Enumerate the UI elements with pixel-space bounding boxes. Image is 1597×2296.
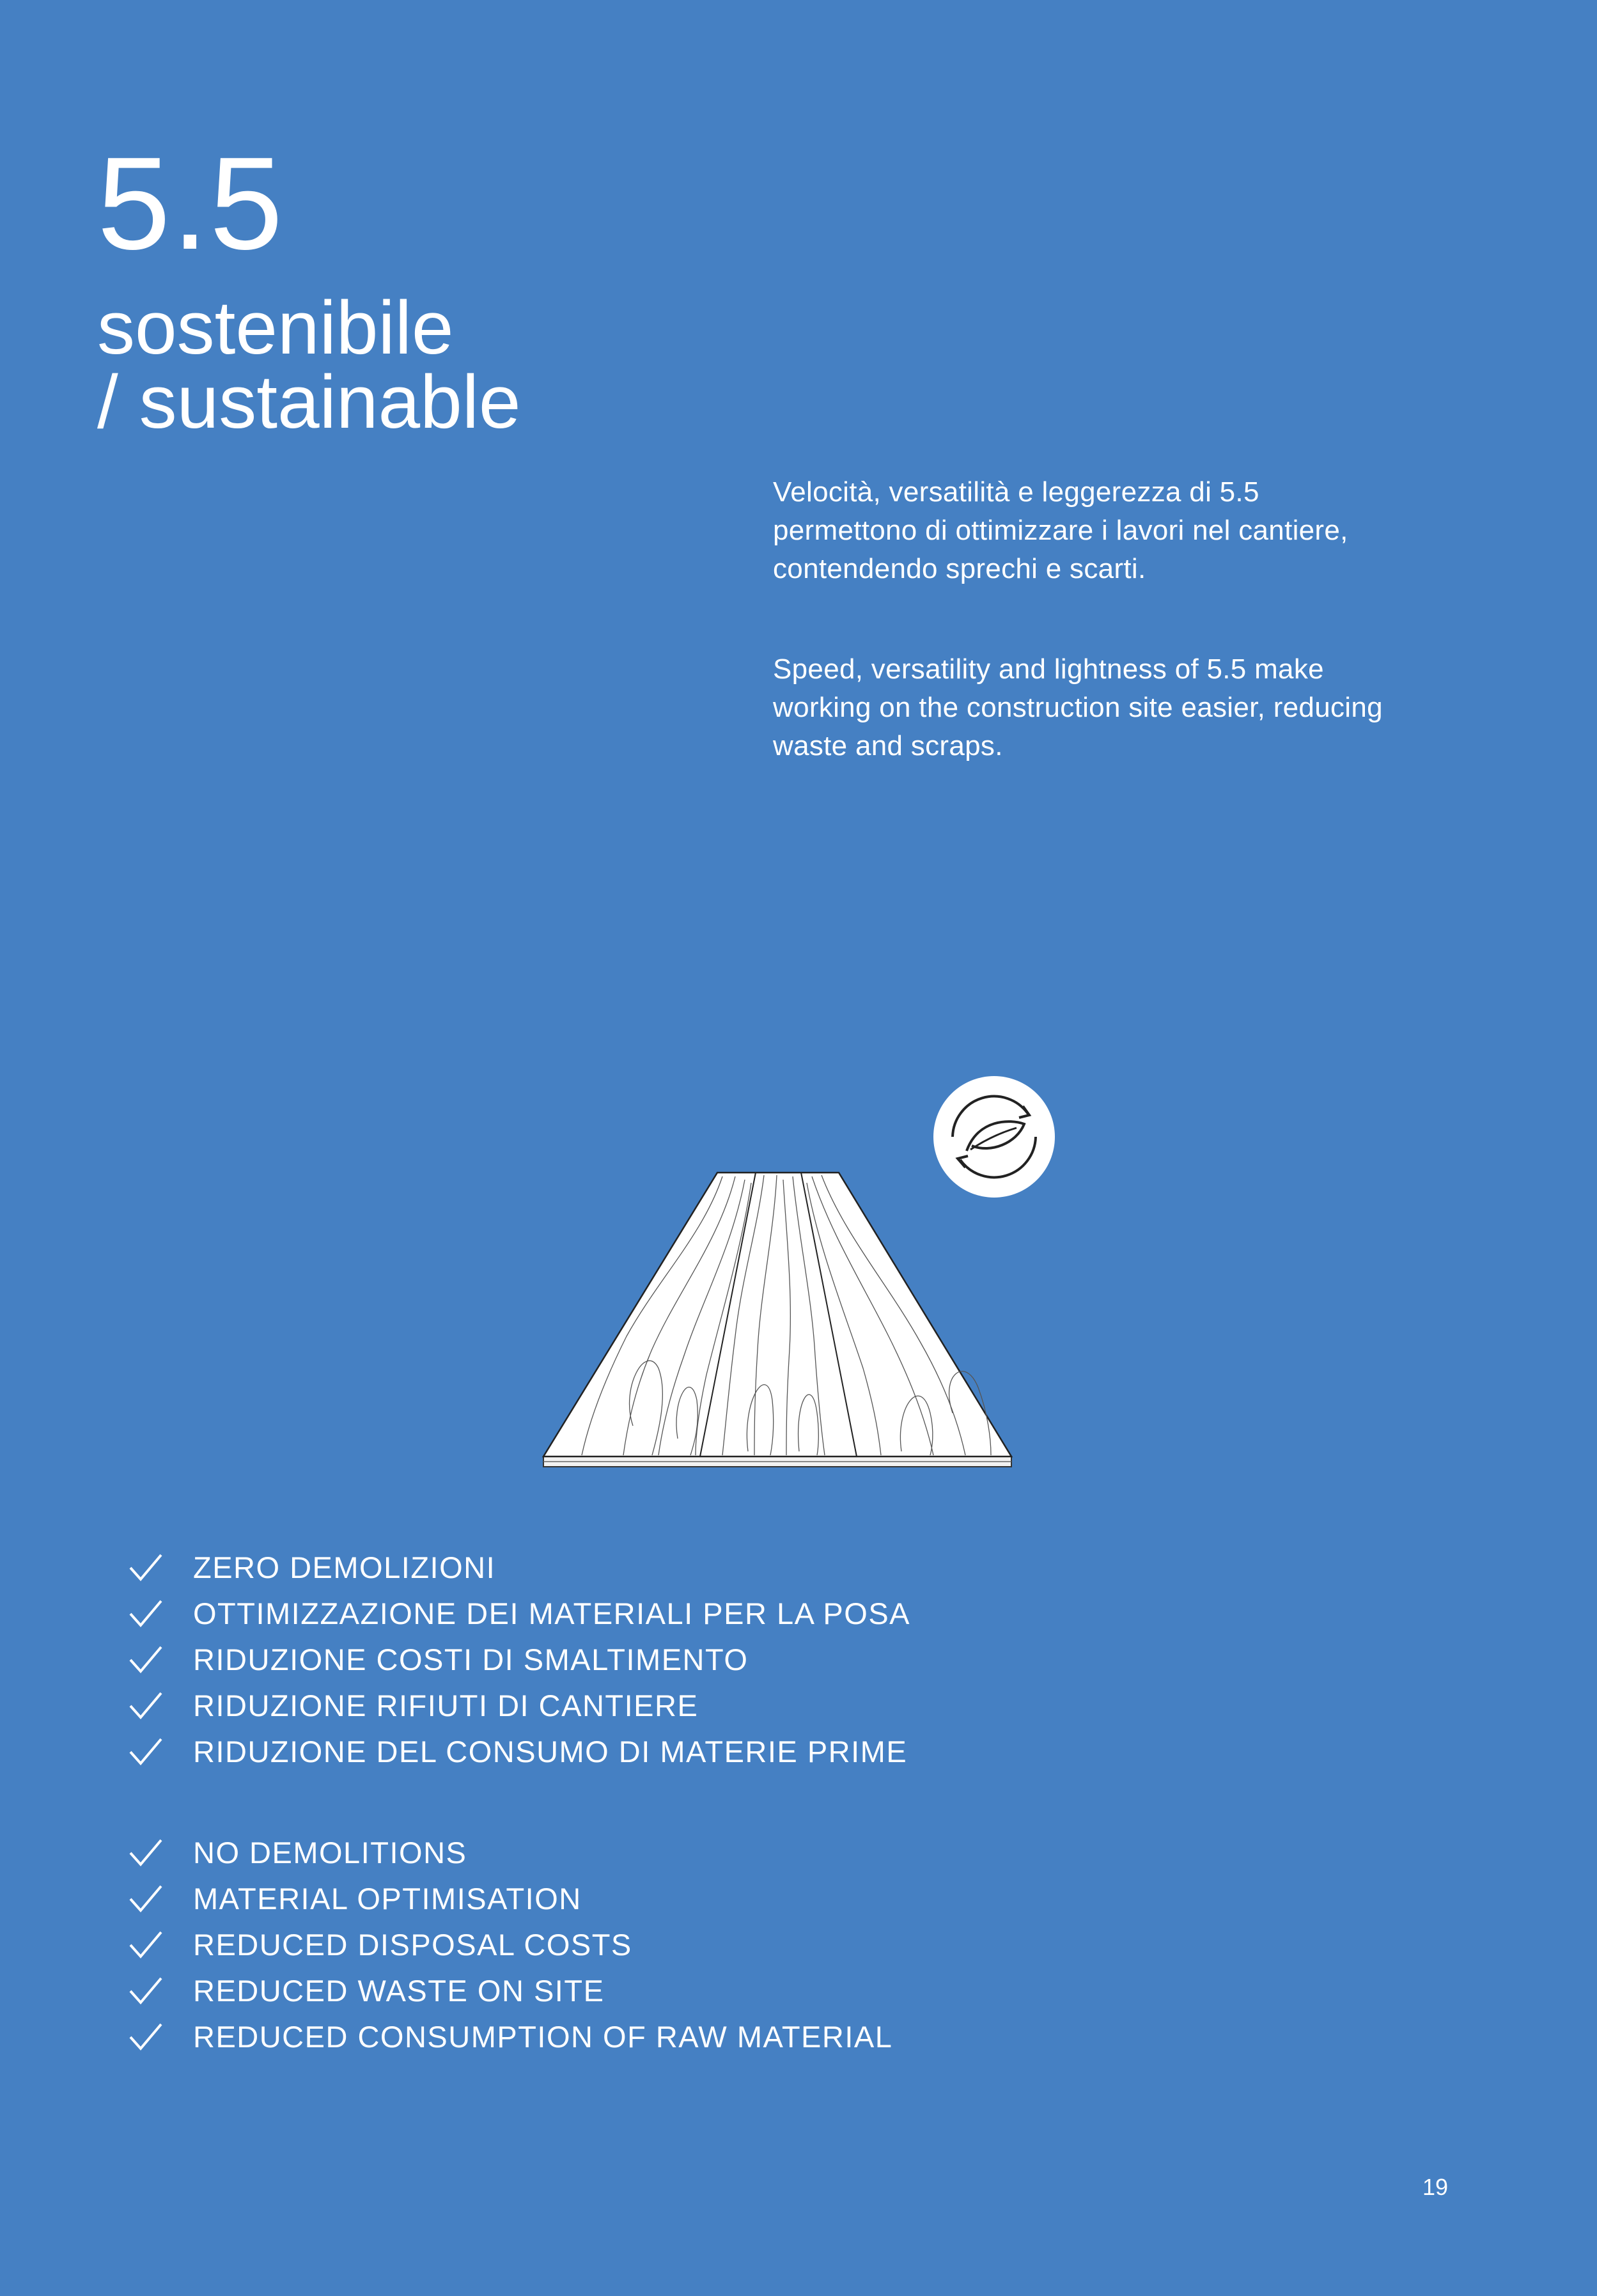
check-icon — [128, 1882, 164, 1914]
check-icon — [128, 1836, 164, 1868]
benefit-label: MATERIAL OPTIMISATION — [193, 1881, 582, 1916]
intro-paragraph-italian: Velocità, versatilità e leggerezza di 5.5 permettono di ottimizzare i lavori nel cantiere, contendendo sprechi e scarti. — [773, 476, 1348, 584]
list-item — [128, 1682, 1023, 1728]
benefit-label: OTTIMIZZAZIONE DEI MATERIALI PER LA POSA — [193, 1596, 911, 1630]
list-item — [128, 1544, 1023, 1590]
check-icon — [128, 1597, 164, 1629]
leaf-recycle-icon — [933, 1076, 1055, 1198]
list-item — [128, 1875, 1023, 1921]
list-item — [128, 1921, 1023, 1967]
benefit-label: REDUCED DISPOSAL COSTS — [193, 1927, 632, 1962]
list-item — [128, 2013, 1023, 2059]
list-item — [128, 1967, 1023, 2013]
check-icon — [128, 1643, 164, 1675]
check-icon — [128, 1735, 164, 1767]
page-title-english: / sustainable — [97, 360, 521, 444]
list-item — [128, 1829, 1023, 1875]
benefits-list-italian — [128, 1544, 1023, 1774]
wood-plank-floor-illustration — [531, 1068, 1074, 1477]
list-item — [128, 1728, 1023, 1774]
product-number: 5.5 — [97, 130, 284, 277]
page-title — [97, 286, 521, 444]
check-icon — [128, 2020, 164, 2052]
page-number: 19 — [1422, 2174, 1449, 2200]
list-item — [128, 1636, 1023, 1682]
benefit-label: RIDUZIONE COSTI DI SMALTIMENTO — [193, 1642, 749, 1676]
intro-paragraph-english: Speed, versatility and lightness of 5.5 make working on the construction site easier, reducing waste and scraps. — [773, 653, 1383, 761]
check-icon — [128, 1974, 164, 2006]
benefit-label: NO DEMOLITIONS — [193, 1835, 467, 1870]
page-title-italian: sostenibile — [97, 286, 454, 370]
check-icon — [128, 1928, 164, 1960]
list-item — [128, 1590, 1023, 1636]
check-icon — [128, 1689, 164, 1721]
benefit-label: RIDUZIONE DEL CONSUMO DI MATERIE PRIME — [193, 1734, 908, 1769]
benefit-label: REDUCED WASTE ON SITE — [193, 1973, 605, 2008]
benefit-label: RIDUZIONE RIFIUTI DI CANTIERE — [193, 1688, 699, 1722]
benefit-label: REDUCED CONSUMPTION OF RAW MATERIAL — [193, 2019, 893, 2054]
check-icon — [128, 1551, 164, 1583]
benefit-label: ZERO DEMOLIZIONI — [193, 1550, 496, 1584]
benefits-list-english — [128, 1829, 1023, 2059]
intro-text — [773, 473, 1387, 765]
